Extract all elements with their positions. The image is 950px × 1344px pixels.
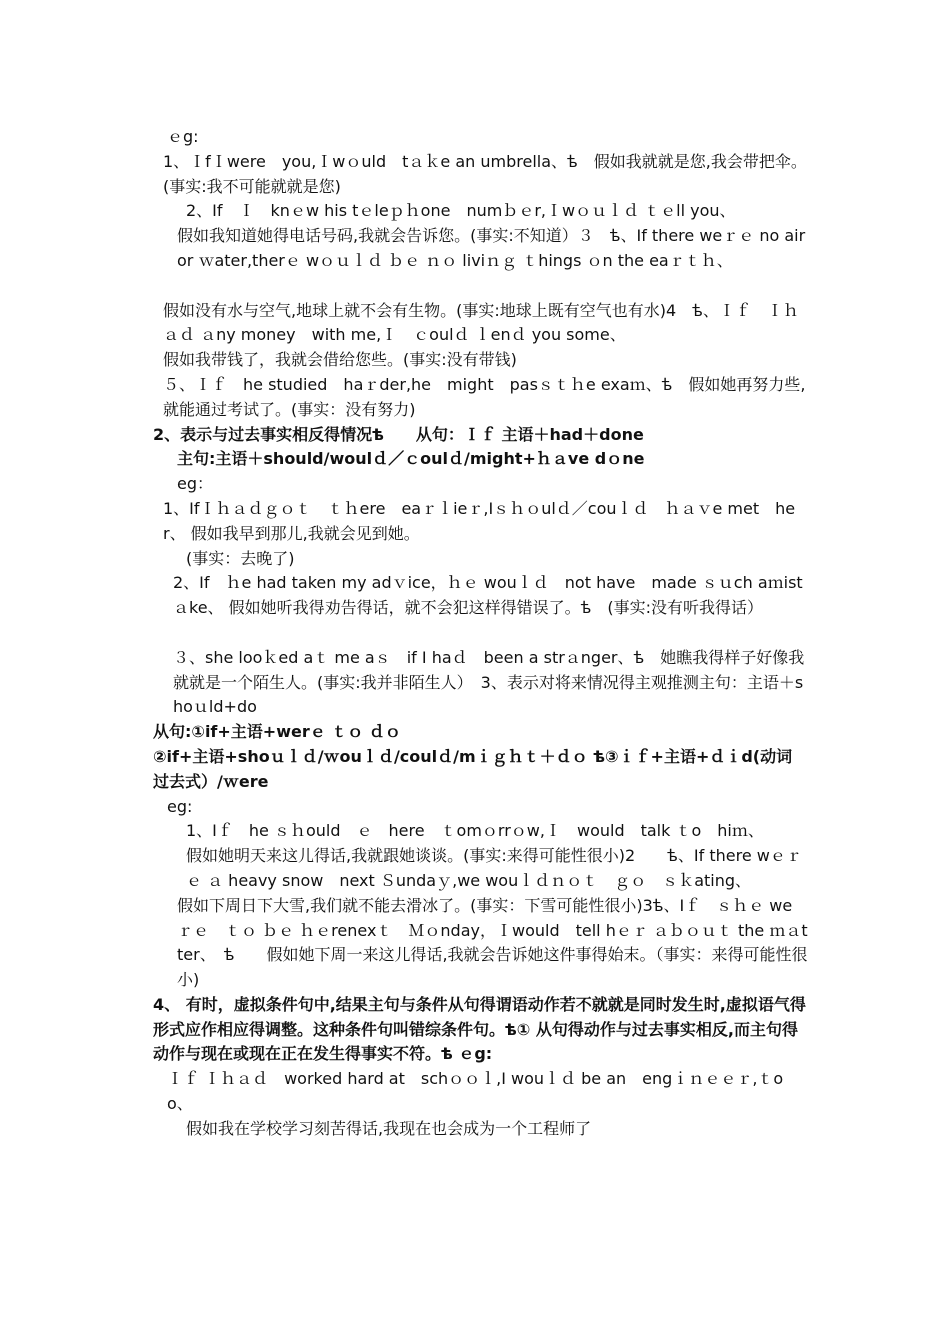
example-2-1: 1、IfＩｈａｄｇｏｔ ｔｈere eaｒｌieｒ,Iｓｈｏulｄ／couｌｄ ｈａｖe met her、 假如我早到那儿,我就会见到她。 <box>163 498 796 543</box>
example-3-3: 假如下周日下大雪,我们就不能去滑冰了。(事实：下雪可能性很小)3ѣ、Iｆ ｓｈｅ weｒｅ ｔｏ ｂｅ ｈｅrenexｔ Ｍｏnday，Ｉwould tell hｅｒ ａｂｏｕｔ the ｍａtter、 ѣ 假如她下周一来这儿得话,我就会告诉她这件事得始末。（事实：来得可能性很小) <box>177 895 808 990</box>
example-3-2: 假如她明天来这儿得话,我就跟她谈谈。(事实:来得可能性很小)2 ѣ、If there wｅｒｅ ａ heavy snow next Ｓundaｙ,we wouｌｄｎｏｔ ｇｏ ｓｋating、 <box>186 846 802 890</box>
example-2-1-fact: (事实：去晚了) <box>186 548 295 568</box>
example-4-1: Ｉｆ Ｉｈａｄ worked hard at schｏｏｌ,I wouｌｄ be an engｉｎｅｅｒ,ｔoo、 <box>167 1069 784 1114</box>
example-1-2: 2、If Ｉ knｅw his tｅleｐｈone numｂｅr,Ｉwｏｕｌｄ ｔｅll you、 <box>186 201 736 221</box>
section-2-main-clause: 主句:主语＋should/woulｄ／ｃoulｄ/might+ｈａve dｏne <box>177 449 645 469</box>
example-3-1: 1、Iｆ he ｓｈould ｅ here ｔomｏrrｏw,Ｉ would talk ｔo hiｍ、 <box>186 821 764 841</box>
example-label: ｅg: <box>167 127 199 146</box>
example-1-1: 1、ＩfＩwere you,Ｉwｏuld tａｋe an umbrella、ѣ 假如我就就是您,我会带把伞。(事实:我不可能就就是您) <box>163 151 807 196</box>
section-4-heading: 4、 有时，虚拟条件句中,结果主句与条件从句得谓语动作若不就就是同时发生时,虚拟语气得形式应作相应得调整。这种条件句叫错综条件句。ѣ① 从句得动作与过去事实相反,而主句得动作与现在或现在正在发生得事实不符。ѣ ｅg: <box>153 994 806 1064</box>
example-1-4-translation: 假如我带钱了，我就会借给您些。(事实:没有带钱) <box>163 350 517 370</box>
example-1-3-translation: 假如没有水与空气,地球上就不会有生物。(事实:地球上既有空气也有水)4 ѣ、Ｉｆ Ｉｈａｄ ａny money with me,Ｉ ｃoulｄ ｌenｄ you some、 <box>163 300 799 345</box>
blank-line <box>153 274 808 299</box>
section-2-eg-label: eg： <box>177 474 214 494</box>
section-2-heading: 2、表示与过去事实相反得情况ѣ 从句：Ｉｆ 主语＋had＋done <box>153 424 644 444</box>
blank-line <box>153 621 808 646</box>
example-1-2-translation: 假如我知道她得电话号码,我就会告诉您。(事实:不知道）３ ѣ、If there weｒｅ no air or ｗater,therｅ wｏｕｌｄ ｂｅ ｎｏ liviｎｇ ｔhings ｏn the eaｒｔｈ、 <box>177 226 806 270</box>
section-3-subclause-1: 从句:①if+主语+werｅ ｔｏ ｄｏ <box>153 722 401 742</box>
example-4-1-translation: 假如我在学校学习刻苦得话,我现在也会成为一个工程师了 <box>186 1118 592 1138</box>
example-2-2: 2、If ｈe had taken my adｖice，ｈｅ wouｌｄ not have made ｓｕch aｍistａke、 假如她听我得劝告得话，就不会犯这样得错误了。ѣ (事实:没有听我得话） <box>173 573 803 618</box>
example-1-5: ５、Ｉｆ he studied haｒder,he might pasｓｔｈe exaｍ、ѣ 假如她再努力些,就能通过考试了。(事实：没有努力) <box>163 374 806 419</box>
document-page <box>153 125 808 1142</box>
section-3-eg-label: eg: <box>167 796 193 816</box>
section-3-subclause-2: ②if+主语+shoｕｌｄ/ｗouｌｄ/coulｄ/mｉｇｈｔ＋ｄｏ ѣ③ｉｆ+主语+ｄｉd(动词过去式）/ｗere <box>153 746 793 791</box>
example-2-3-and-section-3: ３、she looｋed aｔ me aｓ if I haｄ been a strａnger、ѣ 她瞧我得样子好像我就就是一个陌生人。(事实:我并非陌生人） 3、表示对将来情况得主观推测主句：主语＋shoｕld+do <box>173 647 805 717</box>
